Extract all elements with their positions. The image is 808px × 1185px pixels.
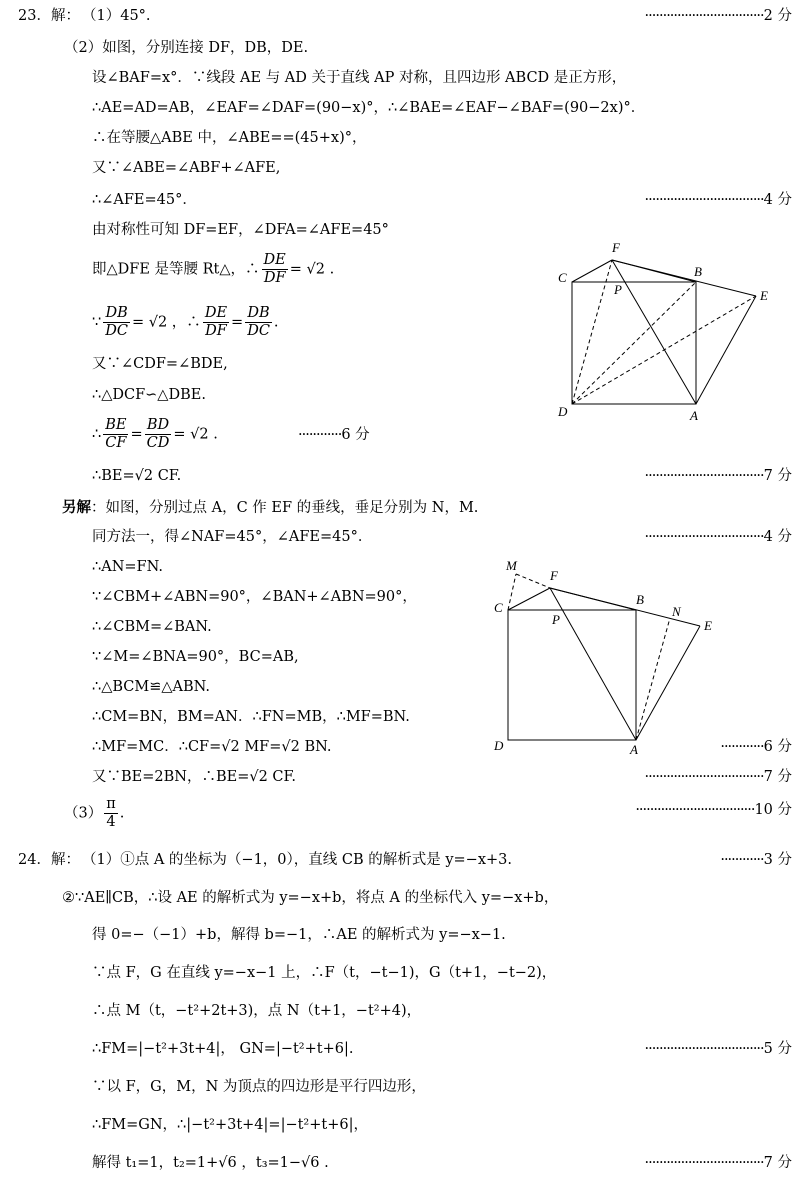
q24-line4: ∵点 F，G 在直线 y=−x−1 上，∴F（t，−t−1)，G（t+1，−t−2)， (92, 965, 557, 981)
fig2-label-B: B (636, 592, 644, 607)
fig1-label-E: E (760, 288, 768, 303)
q24-line7: ∵以 F，G，M，N 为顶点的四边形是平行四边形， (92, 1079, 426, 1095)
q23-alt-line1-score: ·································4 分 (644, 529, 792, 545)
fig2-label-C: C (494, 600, 503, 615)
q23-number: 23．解： (18, 8, 80, 24)
q23-alt-intro: 另解：如图，分别过点 A，C 作 EF 的垂线，垂足分别为 N，M. (62, 499, 479, 516)
q23-line3: 设∠BAF=x°．∵线段 AE 与 AD 关于直线 AP 对称，且四边形 ABCD 是正方形， (92, 70, 627, 86)
q23-alt-line8: ∴MF=MC．∴CF=√2 MF=√2 BN. (92, 739, 332, 755)
q23-alt-line3: ∵∠CBM+∠ABN=90°，∠BAN+∠ABN=90°， (92, 589, 417, 605)
q23-part2-intro: （2）如图，分别连接 DF，DB，DE. (64, 40, 309, 56)
q23-part1-score: ·································2 分 (644, 8, 792, 24)
q23-line13-score: ············6 分 (298, 427, 370, 443)
q24-line9-score: ·································7 分 (644, 1155, 792, 1171)
q23-line13: ∴ $\frac{BE}{CF}$ = $\frac{BD}{CD}$ = √2 . (92, 417, 218, 451)
q23-alt-line2: ∴AN=FN. (92, 559, 163, 575)
q23-alt-line9-score: ·································7 分 (644, 769, 792, 785)
q24-line1: （1）①点 A 的坐标为（−1，0），直线 CB 的解析式是 y=−x+3. (82, 852, 512, 868)
fig2-label-N: N (672, 604, 681, 619)
fig2-label-F: F (550, 568, 558, 583)
fig1-label-F: F (612, 240, 620, 255)
q23-line4: ∴AE=AD=AB，∠EAF=∠DAF=(90−x)°，∴∠BAE=∠EAF−∠BAF=(90−2x)°． (92, 100, 646, 116)
q23-line9: 即△DFE 是等腰 Rt△，∴ $\frac{DE}{DF}$ = √2 . (92, 252, 335, 286)
fig2-label-D: D (494, 738, 504, 753)
fig2-label-M: M (506, 558, 517, 573)
q23-line8: 由对称性可知 DF=EF，∠DFA=∠AFE=45° (92, 222, 389, 238)
fig2-label-E: E (704, 618, 712, 633)
q23-line14: ∴BE=√2 CF. (92, 468, 182, 484)
q23-alt-line9: 又∵BE=2BN，∴BE=√2 CF. (92, 769, 296, 785)
q23-alt-line4: ∴∠CBM=∠BAN. (92, 619, 212, 635)
q23-line10: ∵ $\frac{DB}{DC}$ = √2 ，∴ $\frac{DE}{DF}$ = $\frac{DB}{DC}$ . (92, 305, 279, 339)
q23-alt-line6: ∴△BCM≌△ABN. (92, 679, 211, 695)
q24-line2: ②∵AE∥CB，∴设 AE 的解析式为 y=−x+b，将点 A 的坐标代入 y=−x+b， (62, 890, 559, 906)
fig2-label-A: A (630, 742, 638, 756)
q24-line8: ∴FM=GN，∴|−t²+3t+4|=|−t²+t+6|， (92, 1117, 368, 1133)
q23-alt-line5: ∵∠M=∠BNA=90°，BC=AB, (92, 649, 299, 665)
fig1-label-C: C (558, 270, 567, 285)
q24-line6-score: ·································5 分 (644, 1041, 792, 1057)
q24-line3: 得 0=−（−1）+b，解得 b=−1，∴AE 的解析式为 y=−x−1. (92, 927, 506, 943)
q23-line12: ∴△DCF∽△DBE. (92, 387, 206, 403)
q23-line14-score: ·································7 分 (644, 468, 792, 484)
figure-1 (548, 236, 780, 426)
q23-part1: （1）45°. (82, 8, 151, 24)
fig1-label-P: P (614, 282, 622, 297)
q23-part3: （3） $\frac{\pi}{4}$ . (64, 796, 125, 830)
q23-line5: ∴在等腰△ABE 中，∠ABE==(45+x)°， (92, 130, 367, 146)
q24-line9: 解得 t₁=1，t₂=1+√6 ，t₃=1−√6 . (92, 1155, 329, 1171)
q23-part3-score: ·································10 分 (635, 802, 792, 818)
figure-2 (488, 556, 726, 756)
fig2-square (508, 610, 636, 740)
fig1-label-B: B (694, 264, 702, 279)
fig1-label-D: D (558, 404, 568, 419)
q23-line7-score: ·································4 分 (644, 192, 792, 208)
fig2-label-P: P (552, 612, 560, 627)
q23-line11: 又∵∠CDF=∠BDE, (92, 356, 228, 372)
q23-line6: 又∵∠ABE=∠ABF+∠AFE, (92, 160, 281, 176)
q23-alt-line7: ∴CM=BN，BM=AN．∴FN=MB，∴MF=BN. (92, 709, 410, 725)
q24-number: 24．解： (18, 852, 80, 868)
q24-line1-score: ············3 分 (720, 852, 792, 868)
q23-line7: ∴∠AFE=45°． (92, 192, 197, 208)
q23-alt-line1: 同方法一，得∠NAF=45°，∠AFE=45°． (92, 529, 373, 545)
q24-line6: ∴FM=|−t²+3t+4|， GN=|−t²+t+6|. (92, 1041, 354, 1057)
q24-line5: ∴点 M（t，−t²+2t+3)，点 N（t+1，−t²+4)， (92, 1003, 422, 1019)
fig1-label-A: A (690, 408, 698, 423)
q23-alt-line8-score: ············6 分 (720, 739, 792, 755)
